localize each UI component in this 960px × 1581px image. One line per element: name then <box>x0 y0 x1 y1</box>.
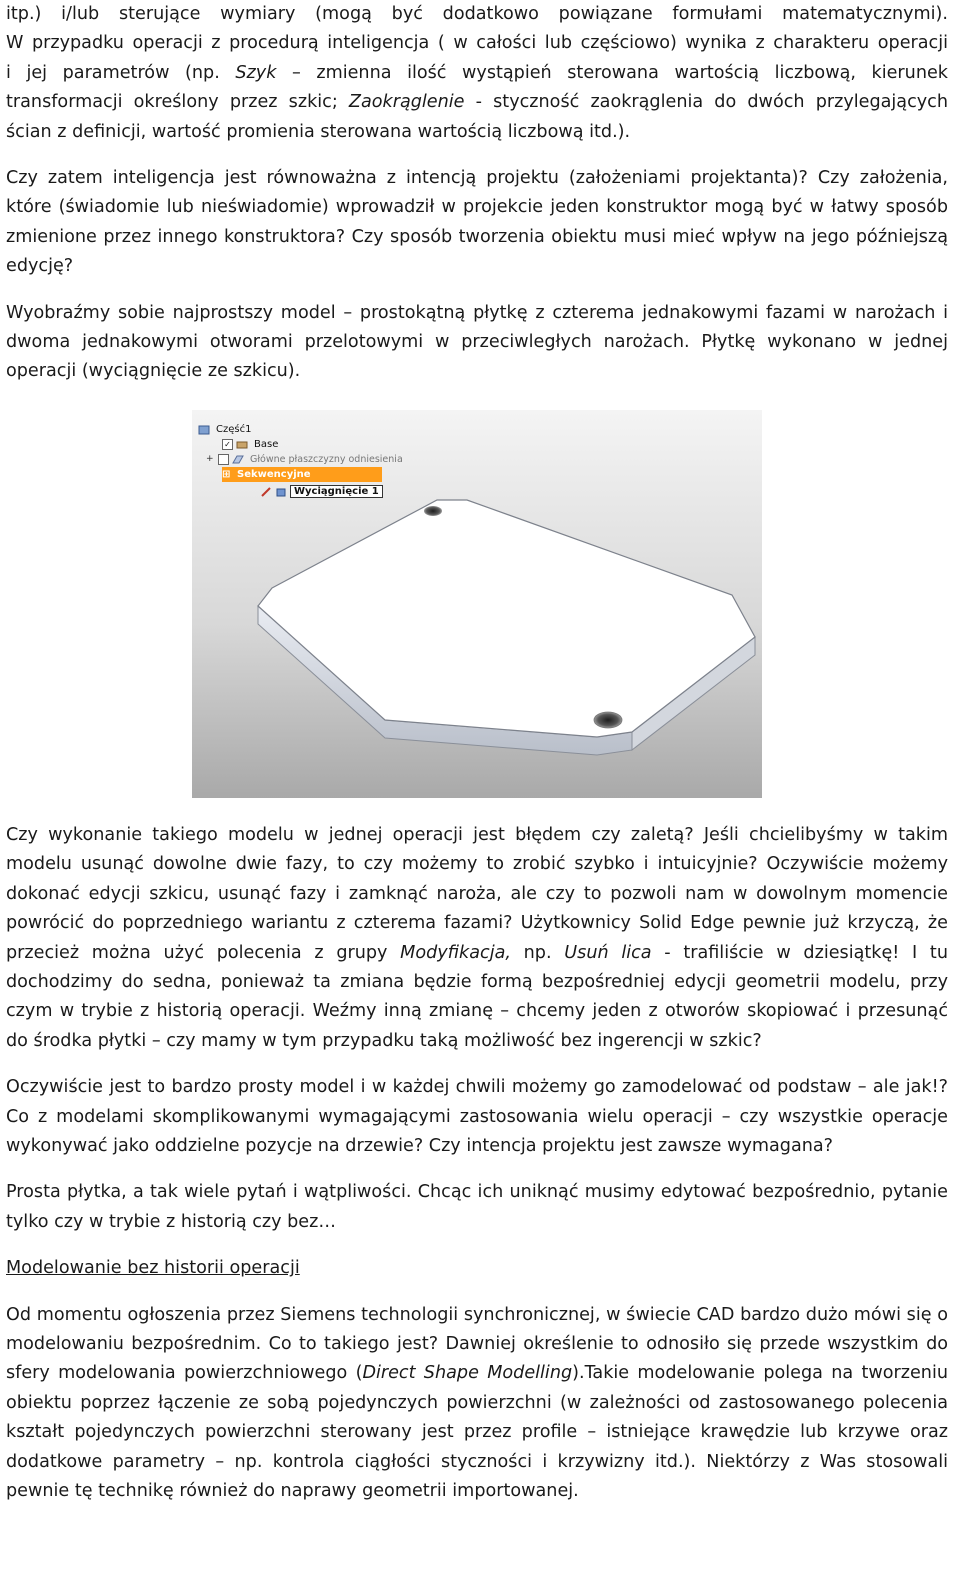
p1-emphasis-zaokraglenie: Zaokrąglenie <box>348 92 465 113</box>
p1-line-4-rest: - styczność zaokrąglenia do dwóch przylegających <box>464 92 948 113</box>
planes-icon <box>232 454 244 465</box>
p1-line-4-text: transformacji określony przez szkic; <box>6 92 349 113</box>
cad-model-figure <box>192 410 762 798</box>
paragraph-1 <box>6 0 948 147</box>
tree-item-sequential[interactable] <box>222 467 382 482</box>
p7-text-a: Od momentu ogłoszenia przez Siemens technologii synchronicznej, w świecie CAD bardzo dużo mówi się o modelowaniu bezpośrednim. Co to takiego jest? Dawniej określenie to odnosiło się przede wszystkim do sfery modelowania powierzchniowego ( <box>6 1304 948 1384</box>
tree-item-extrude[interactable] <box>260 484 383 498</box>
paragraph-2: Czy zatem inteligencja jest równoważna z intencją projektu (założeniami projektanta)? Czy założenia, które (świadomie lub nieświadomie) wprowadził w projekcie jeden konstruktor mogą być w łatwy sposób zmienione przez innego konstruktora? Czy sposób tworzenia obiektu musi mieć wpływ na jego późniejszą edycję? <box>6 168 948 277</box>
paragraph-4 <box>6 821 948 1056</box>
p4-emphasis-modyfikacja: Modyfikacja, <box>400 942 511 963</box>
extrude-icon <box>275 486 287 497</box>
tree-root-label: Część1 <box>216 423 252 435</box>
part-icon <box>198 424 210 435</box>
p4-text-a: Czy wykonanie takiego modelu w jednej operacji jest błędem czy zaletą? Jeśli chcielibyśmy w takim modelu usunąć dowolne dwie fazy, to czy możemy to zrobić szybko i intuicyjnie? Oczywiście możemy dokonać edycji szkicu, usunąć fazy i zamknąć naroża, ale czy to pozwoli nam w dowolnym momencie powrócić do poprzedniego wariantu z czterema fazami? Użytkownicy Solid Edge pewnie już krzyczą, że przecież można użyć polecenia z grupy <box>6 824 948 963</box>
p1-line-5: ścian z definicji, wartość promienia sterowana wartością liczbową itd.). <box>6 121 631 142</box>
paragraph-6: Prosta płytka, a tak wiele pytań i wątpliwości. Chcąc ich uniknąć musimy edytować bezpośrednio, pytanie tylko czy w trybie z historią czy bez… <box>6 1182 948 1232</box>
checkbox-icon[interactable] <box>218 454 229 465</box>
p1-emphasis-szyk: Szyk <box>235 62 277 83</box>
base-icon <box>236 439 248 450</box>
tree-item-planes[interactable] <box>206 452 406 466</box>
tree-item-base[interactable] <box>222 437 281 451</box>
p7-emphasis-direct-shape: Direct Shape Modelling <box>362 1363 573 1384</box>
expand-icon[interactable]: + <box>206 454 214 464</box>
p1-line-3-rest: – zmienna ilość wystąpień sterowana wartością liczbową, kierunek <box>276 62 948 83</box>
p4-text-b: np. <box>510 942 565 963</box>
paragraph-3: Wyobraźmy sobie najprostszy model – prostokątną płytkę z czterema jednakowymi fazami w narożach i dwoma jednakowymi otworami przelotowymi w przeciwległych narożach. Płytkę wykonano w jednej operacji (wyciągnięcie ze szkicu). <box>6 302 948 382</box>
p1-line-3-text: i jej parametrów (np. <box>6 62 236 83</box>
hole-top-left <box>424 506 442 516</box>
p7-text-b: ).Takie modelowanie polega na tworzeniu obiektu poprzez łączenie ze sobą pojedynczych powierzchni (w zależności od zastosowanego polecenia kształt pojedynczych powierzchni sterowany jest przez profile – istniejące krawędzie lub krzywe oraz dodatkowe parametry – np. kontrola ciągłości styczności i krzywizny itd.). Niektórzy z Was stosowali pewnie tę technikę również do naprawy geometrii importowanej. <box>6 1363 948 1501</box>
feature-tree <box>192 410 420 502</box>
expand-icon: ⊞ <box>222 469 231 480</box>
p1-line-3 <box>6 59 948 88</box>
tree-sequential-label: Sekwencyjne <box>237 469 311 480</box>
tree-planes-label: Główne płaszczyzny odniesienia <box>250 453 403 465</box>
section-heading-text: Modelowanie bez historii operacji <box>6 1258 300 1279</box>
p1-line-1: itp.) i/lub sterujące wymiary (mogą być dodatkowo powiązane formułami matematycznymi). <box>6 4 948 24</box>
p1-line-4 <box>6 88 948 117</box>
p4-text-c: - trafiliście w dziesiątkę! I tu dochodzimy do sedna, ponieważ ta zmiana będzie formą bezpośredniej edycji geometrii modelu, przy czym w trybie z historią operacji. Weźmy inną zmianę – chcemy jeden z otworów skopiować i przesunąć do środka płytki – czy mamy w tym przypadku taką możliwość bez ingerencji w szkic? <box>6 942 948 1051</box>
tree-extrude-label: Wyciągnięcie 1 <box>290 485 383 498</box>
hole-bottom-right <box>594 712 622 728</box>
p1-line-2: W przypadku operacji z procedurą inteligencja ( w całości lub częściowo) wynika z charakteru operacji <box>6 33 948 54</box>
pencil-icon <box>260 486 272 497</box>
tree-base-label: Base <box>254 438 279 450</box>
checkbox-icon[interactable]: ✓ <box>222 439 233 450</box>
paragraph-5: Oczywiście jest to bardzo prosty model i w każdej chwili możemy go zamodelować od podstaw – ale jak!? Co z modelami skomplikowanymi wymagającymi zastosowania wielu operacji – czy wszystkie operacje wykonywać jako oddzielne pozycje na drzewie? Czy intencja projektu jest zawsze wymagana? <box>6 1077 948 1156</box>
paragraph-7 <box>6 1301 948 1507</box>
section-heading <box>6 1254 948 1283</box>
tree-root[interactable] <box>198 422 254 436</box>
p4-emphasis-usun-lica: Usuń lica <box>564 942 652 963</box>
